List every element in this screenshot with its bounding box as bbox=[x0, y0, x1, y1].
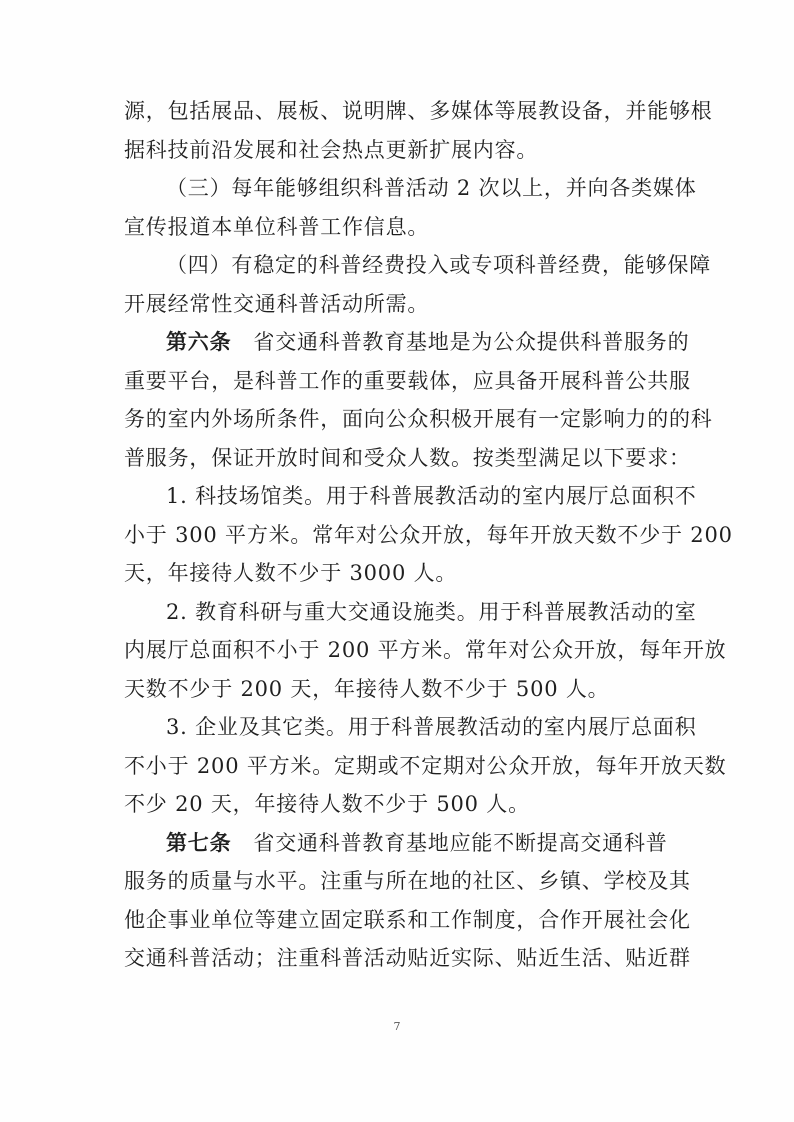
paragraph-6-line-2: 不少 20 天，年接待人数不少于 500 人。 bbox=[124, 792, 530, 816]
paragraph-6-line-0: 3. 企业及其它类。用于科普展教活动的室内展厅总面积 bbox=[166, 715, 697, 739]
paragraph-2-line-0: （四）有稳定的科普经费投入或专项科普经费，能够保障 bbox=[166, 253, 711, 277]
paragraph-7-line-0: 省交通科普教育基地应能不断提高交通科普 bbox=[253, 830, 668, 855]
paragraph-2-line-1: 开展经常性交通科普活动所需。 bbox=[124, 291, 430, 316]
paragraph-4-line-2: 天，年接待人数不少于 3000 人。 bbox=[124, 561, 458, 585]
paragraph-3-line-0: 省交通科普教育基地是为公众提供科普服务的 bbox=[253, 330, 690, 354]
article-6-first-line bbox=[124, 323, 690, 362]
page-number: 7 bbox=[393, 1020, 401, 1033]
paragraph-3-line-2: 务的室内外场所条件，面向公众积极开展有一定影响力的的科 bbox=[124, 407, 713, 431]
article-7-first-line bbox=[124, 824, 672, 863]
body-text bbox=[124, 92, 733, 978]
paragraph-3-line-1: 重要平台，是科普工作的重要载体，应具备开展科普公共服 bbox=[124, 368, 691, 393]
article-7-heading: 第七条 bbox=[166, 830, 232, 855]
paragraph-6-line-1: 不小于 200 平方米。定期或不定期对公众开放，每年开放天数 bbox=[124, 753, 727, 778]
paragraph-3-line-3: 普服务，保证开放时间和受众人数。按类型满足以下要求： bbox=[124, 445, 691, 470]
paragraph-0-line-1: 据科技前沿发展和社会热点更新扩展内容。 bbox=[124, 137, 539, 162]
paragraph-5-line-1: 内展厅总面积不小于 200 平方米。常年对公众开放，每年开放 bbox=[124, 638, 727, 662]
article-6-heading: 第六条 bbox=[166, 330, 232, 354]
paragraph-4-line-0: 1. 科技场馆类。用于科普展教活动的室内展厅总面积不 bbox=[166, 484, 697, 508]
paragraph-7-line-1: 服务的质量与水平。注重与所在地的社区、乡镇、学校及其 bbox=[124, 869, 691, 893]
paragraph-7-line-3: 交通科普活动；注重科普活动贴近实际、贴近生活、贴近群 bbox=[124, 946, 691, 970]
paragraph-5-line-2: 天数不少于 200 天，年接待人数不少于 500 人。 bbox=[124, 676, 610, 701]
paragraph-0-line-0: 源，包括展品、展板、说明牌、多媒体等展教设备，并能够根 bbox=[124, 99, 713, 123]
paragraph-1-line-1: 宣传报道本单位科普工作信息。 bbox=[124, 214, 430, 239]
paragraph-5-line-0: 2. 教育科研与重大交通设施类。用于科普展教活动的室 bbox=[166, 599, 697, 624]
paragraph-7-line-2: 他企事业单位等建立固定联系和工作制度，合作开展社会化 bbox=[124, 907, 691, 932]
paragraph-4-line-1: 小于 300 平方米。常年对公众开放，每年开放天数不少于 200 bbox=[124, 522, 733, 547]
paragraph-1-line-0: （三）每年能够组织科普活动 2 次以上，并向各类媒体 bbox=[166, 176, 697, 200]
